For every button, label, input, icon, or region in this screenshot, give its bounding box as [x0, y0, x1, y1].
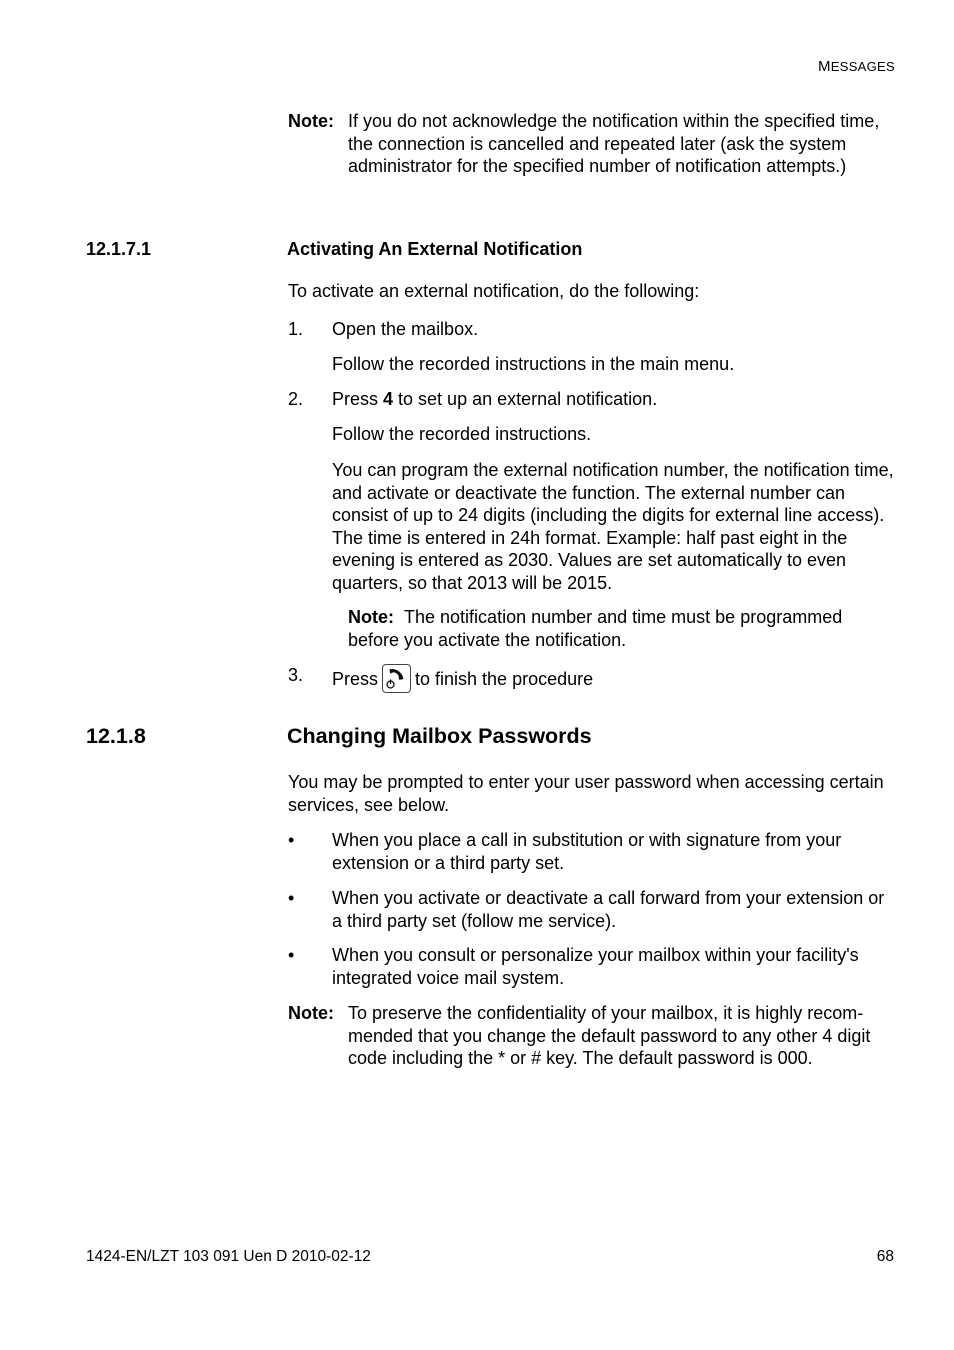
step-text-after: to set up an external notification.: [393, 389, 658, 409]
bullet-item: [288, 944, 896, 989]
note-password: [288, 1002, 894, 1070]
header-rest: ESSAGES: [830, 59, 895, 74]
header-initial: M: [817, 58, 831, 75]
footer-document-id: 1424-EN/LZT 103 091 Uen D 2010-02-12: [86, 1248, 371, 1265]
step-2-detail: Follow the recorded instructions.: [332, 424, 592, 444]
bullet-marker: •: [288, 888, 295, 908]
bullet-text: When you place a call in substitution or with signature from your extension or a third party set.: [332, 830, 842, 873]
step-2-paragraph: You can program the external notification number, the notification time, and activate or deactivate the function. The external number can consist of up to 24 digits (including the digits for external line access). The time is entered in 24h format. Example: half past eight in the evening is entered as 2030. Values are set automatically to even quarters, so that 2013 will be 2015.: [332, 460, 894, 593]
section-title: Changing Mailbox Passwords: [287, 724, 592, 748]
bullet-marker: •: [288, 945, 295, 965]
bullet-text: When you activate or deactivate a call forward from your extension or a third party set (follow me service).: [332, 888, 885, 931]
subsection-title: Activating An External Notification: [287, 239, 583, 259]
step-marker: 1.: [288, 319, 304, 339]
bullet-text: When you consult or personalize your mailbox within your facility's integrated voice mail system.: [332, 945, 859, 988]
bullet-item: [288, 887, 896, 932]
bullet-marker: •: [288, 830, 295, 850]
step-text-before: Press: [332, 389, 384, 409]
step-text-after: to finish the procedure: [415, 669, 594, 689]
step-marker: 2.: [288, 389, 304, 409]
key-4: 4: [383, 389, 394, 409]
step-text: [332, 664, 896, 693]
note-label: Note:: [288, 111, 334, 131]
step-1-detail: Follow the recorded instructions in the main menu.: [332, 354, 735, 374]
step-text-before: Press: [332, 669, 379, 689]
bullet-item: [288, 829, 896, 874]
step-text: Open the mailbox.: [332, 319, 479, 339]
note-text: If you do not acknowledge the notification within the specified time, the connection is cancelled and repeated later (ask the system administrator for the specified number of notification attempts.): [348, 111, 880, 176]
intro-paragraph: To activate an external notification, do the following:: [288, 281, 700, 301]
footer-page-number: 68: [876, 1248, 894, 1265]
note-label: Note:: [288, 1003, 334, 1023]
note-programming: [348, 606, 894, 651]
section-number: 12.1.8: [86, 724, 146, 748]
note-text: The notification number and time must be programmed before you activate the notification.: [348, 607, 843, 650]
step-1: [288, 318, 896, 341]
running-header: [818, 56, 895, 79]
note-text: To preserve the confidentiality of your mailbox, it is highly recom-mended that you change the default password to any other 4 digit code including the * or # key. The default password is 000.: [348, 1003, 871, 1068]
subsection-number: 12.1.7.1: [86, 239, 152, 259]
note-acknowledge: [288, 110, 894, 178]
hang-up-icon: [382, 664, 411, 693]
step-3: [288, 664, 896, 693]
section-intro: You may be prompted to enter your user password when accessing certain services, see below.: [288, 772, 884, 815]
step-marker: 3.: [288, 665, 304, 685]
note-label: Note:: [348, 607, 394, 627]
step-text: [332, 388, 896, 411]
step-2: [288, 388, 896, 411]
